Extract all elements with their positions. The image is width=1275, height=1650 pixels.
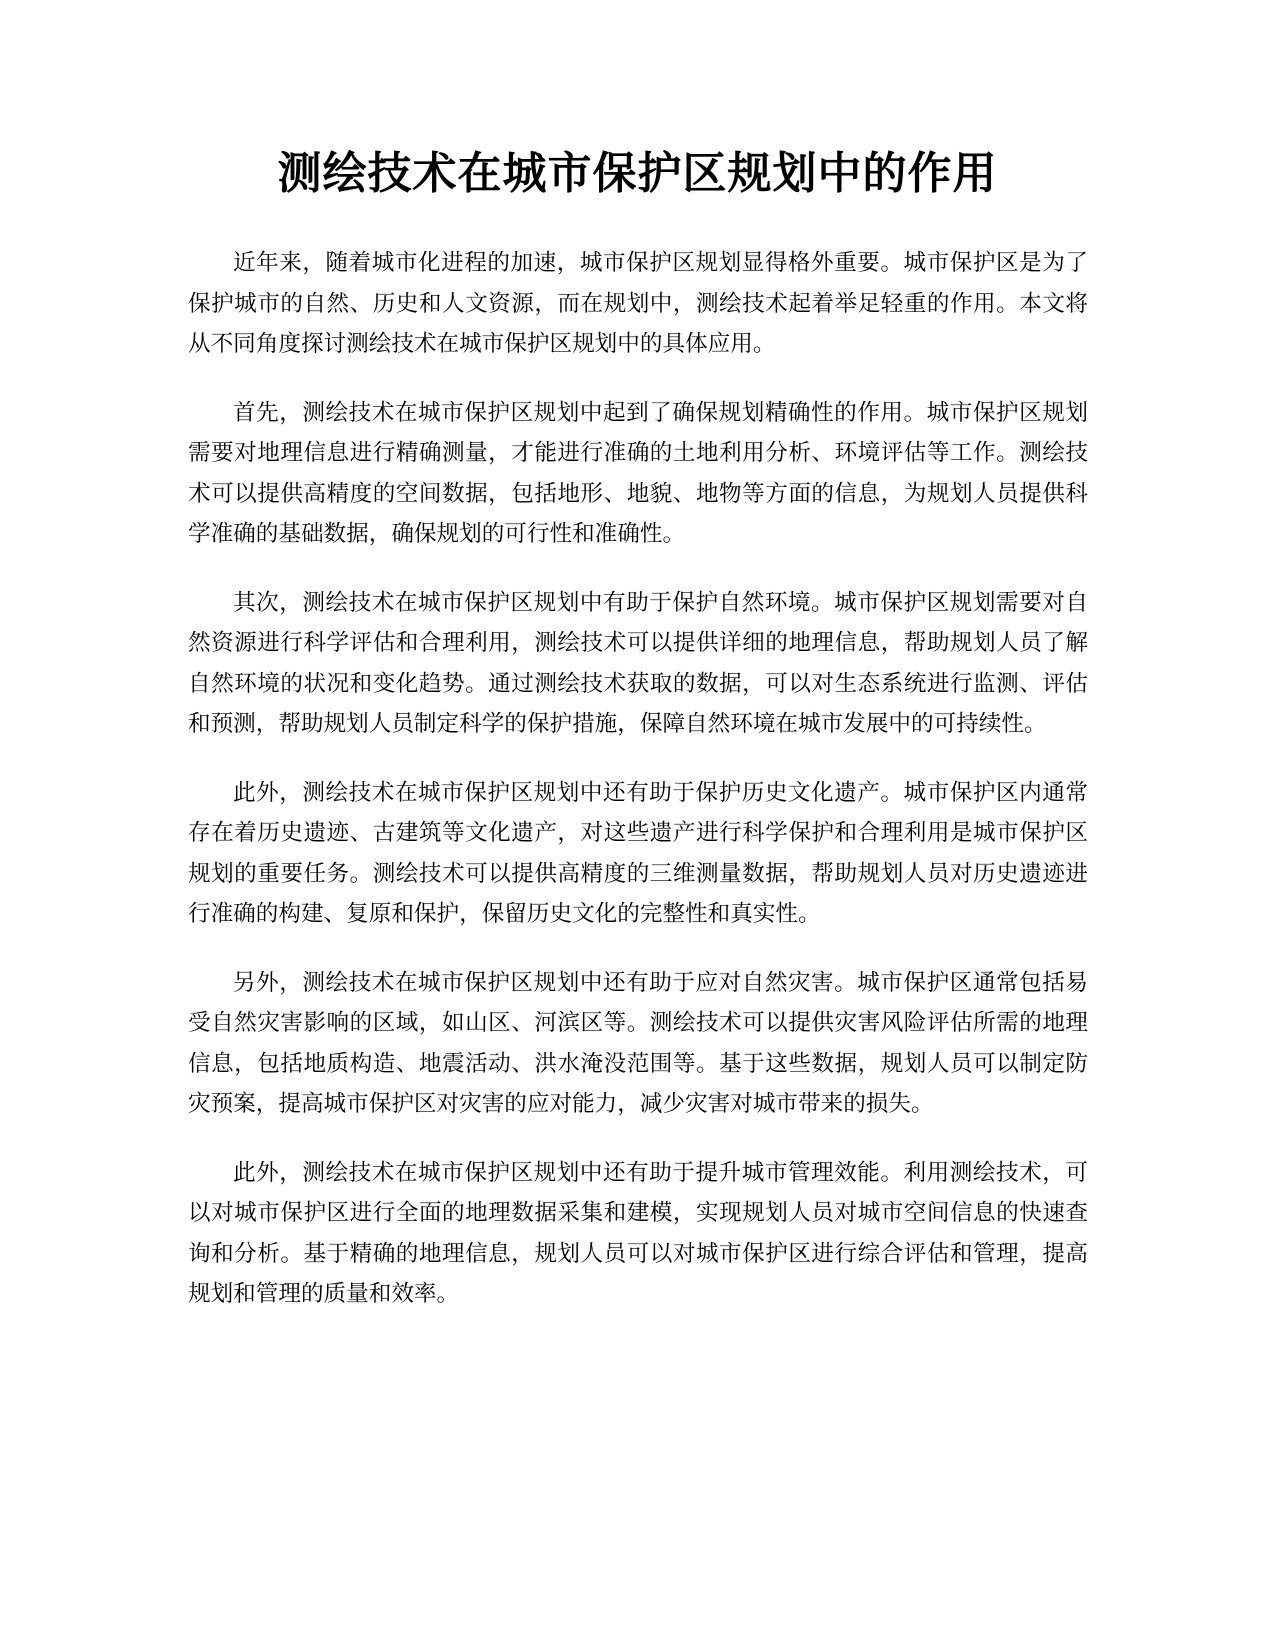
document-title: 测绘技术在城市保护区规划中的作用 [277, 148, 998, 199]
paragraph-1: 近年来，随着城市化进程的加速，城市保护区规划显得格外重要。城市保护区是为了保护城市的自然、历史和人文资源，而在规划中，测绘技术起着举足轻重的作用。本文将从不同角度探讨测绘技术在城市保护区规划中的具体应用。 [188, 250, 1088, 357]
paragraph-4: 此外，测绘技术在城市保护区规划中还有助于保护历史文化遗产。城市保护区内通常存在着历史遗迹、古建筑等文化遗产，对这些遗产进行科学保护和合理利用是城市保护区规划的重要任务。测绘技术可以提供高精度的三维测量数据，帮助规划人员对历史遗迹进行准确的构建、复原和保护，保留历史文化的完整性和真实性。 [188, 779, 1088, 927]
paragraph-5: 另外，测绘技术在城市保护区规划中还有助于应对自然灾害。城市保护区通常包括易受自然灾害影响的区域，如山区、河滨区等。测绘技术可以提供灾害风险评估所需的地理信息，包括地质构造、地震活动、洪水淹没范围等。基于这些数据，规划人员可以制定防灾预案，提高城市保护区对灾害的应对能力，减少灾害对城市带来的损失。 [188, 969, 1088, 1117]
paragraph-2: 首先，测绘技术在城市保护区规划中起到了确保规划精确性的作用。城市保护区规划需要对地理信息进行精确测量，才能进行准确的土地利用分析、环境评估等工作。测绘技术可以提供高精度的空间数据，包括地形、地貌、地物等方面的信息，为规划人员提供科学准确的基础数据，确保规划的可行性和准确性。 [188, 399, 1088, 547]
paragraph-6: 此外，测绘技术在城市保护区规划中还有助于提升城市管理效能。利用测绘技术，可以对城市保护区进行全面的地理数据采集和建模，实现规划人员对城市空间信息的快速查询和分析。基于精确的地理信息，规划人员可以对城市保护区进行综合评估和管理，提高规划和管理的质量和效率。 [188, 1159, 1088, 1307]
document-body [188, 243, 1088, 1343]
paragraph-3: 其次，测绘技术在城市保护区规划中有助于保护自然环境。城市保护区规划需要对自然资源进行科学评估和合理利用，测绘技术可以提供详细的地理信息，帮助规划人员了解自然环境的状况和变化趋势。通过测绘技术获取的数据，可以对生态系统进行监测、评估和预测，帮助规划人员制定科学的保护措施，保障自然环境在城市发展中的可持续性。 [188, 589, 1088, 737]
